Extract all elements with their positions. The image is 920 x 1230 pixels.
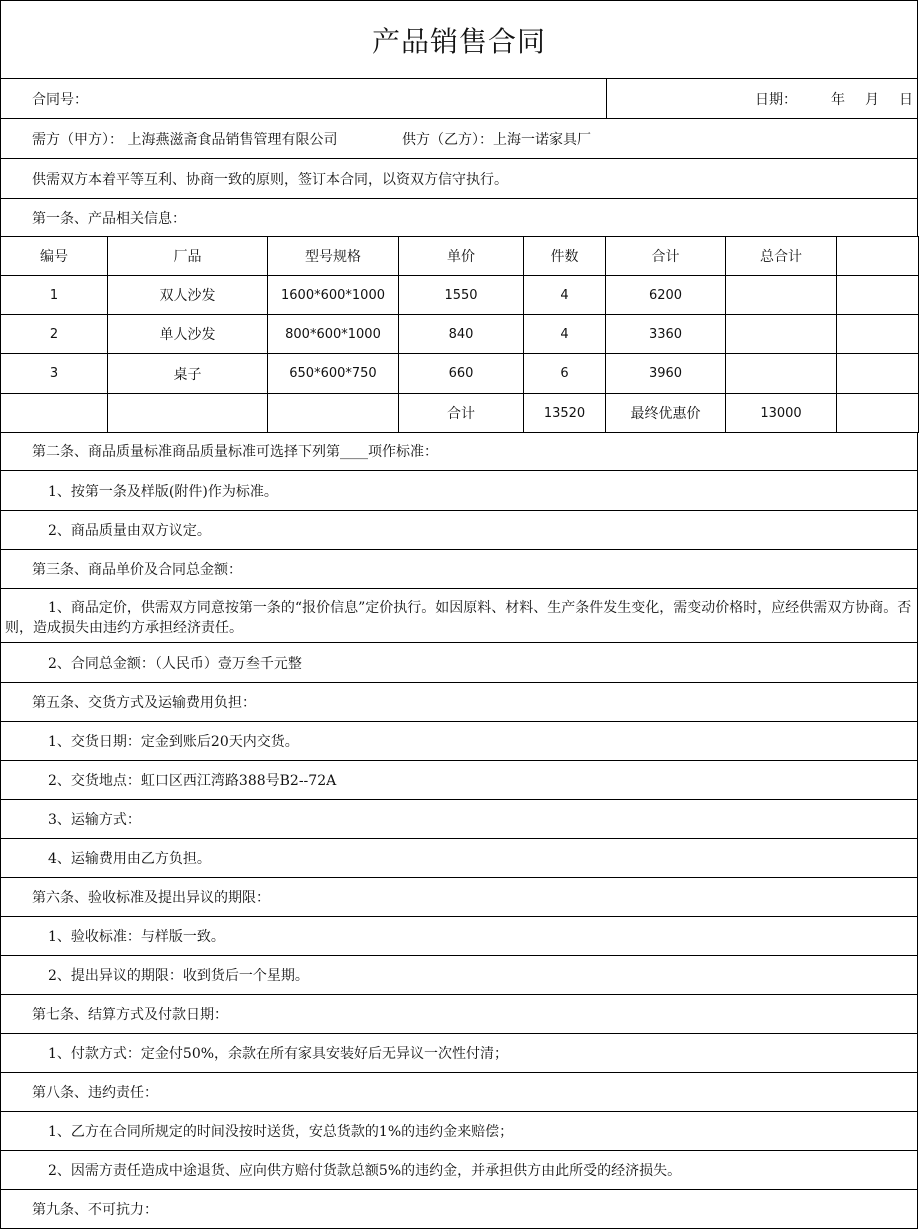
row-grand-total bbox=[726, 354, 837, 394]
row-subtotal: 6200 bbox=[606, 276, 726, 315]
table-empty-cell bbox=[268, 394, 399, 433]
row-unit-price: 840 bbox=[399, 315, 524, 354]
row-product: 单人沙发 bbox=[108, 315, 268, 354]
article-6-heading: 第六条、验收标准及提出异议的期限： bbox=[32, 890, 270, 906]
article-9-heading: 第九条、不可抗力： bbox=[32, 1202, 158, 1218]
row-id: 3 bbox=[1, 354, 108, 394]
intro-text: 供需双方本着平等互利、协商一致的原则，签订本合同，以资双方信守执行。 bbox=[32, 171, 508, 188]
contract-number-cell bbox=[1, 79, 607, 118]
date-month: 月 bbox=[865, 91, 879, 108]
article-2-heading: 第二条、商品质量标准商品质量标准可选择下列第____项作标准： bbox=[32, 444, 438, 460]
article-5-item: 2、交货地点：虹口区西江湾路388号B2--72A bbox=[48, 773, 337, 789]
article-5-item: 4、运输费用由乙方负担。 bbox=[48, 851, 211, 867]
row-unit-price: 1550 bbox=[399, 276, 524, 315]
seller-party: 供方（乙方）：上海一诺家具厂 bbox=[402, 131, 591, 148]
article-7-heading: 第七条、结算方式及付款日期： bbox=[32, 1007, 228, 1023]
article-3-item-row bbox=[0, 589, 918, 643]
table-header-cell: 单价 bbox=[399, 237, 524, 276]
row-spec: 800*600*1000 bbox=[268, 315, 399, 354]
article-8-item-row bbox=[0, 1151, 918, 1190]
article-6-item: 1、验收标准：与样版一致。 bbox=[48, 929, 225, 945]
document-title: 产品销售合同 bbox=[0, 0, 918, 79]
table-header-cell: 编号 bbox=[1, 237, 108, 276]
article-5-item-row bbox=[0, 722, 918, 761]
table-empty-cell bbox=[837, 315, 919, 354]
parties-row bbox=[0, 119, 918, 159]
table-empty-cell bbox=[108, 394, 268, 433]
final-price-label: 最终优惠价 bbox=[606, 394, 726, 433]
table-empty-cell bbox=[1, 394, 108, 433]
date-cell bbox=[607, 79, 917, 118]
row-grand-total bbox=[726, 315, 837, 354]
article-9-row bbox=[0, 1190, 918, 1229]
article-8-heading: 第八条、违约责任： bbox=[32, 1085, 158, 1101]
article-3-item-row bbox=[0, 643, 918, 683]
row-id: 1 bbox=[1, 276, 108, 315]
row-quantity: 4 bbox=[524, 276, 606, 315]
date-day: 日 bbox=[899, 91, 913, 108]
intro-row bbox=[0, 159, 918, 199]
row-quantity: 6 bbox=[524, 354, 606, 394]
article-5-item-row bbox=[0, 839, 918, 878]
article-6-row bbox=[0, 878, 918, 917]
article-2-item: 1、按第一条及样版(附件)作为标准。 bbox=[48, 483, 278, 500]
article-7-item: 1、付款方式：定金付50%，余款在所有家具安装好后无异议一次性付清； bbox=[48, 1046, 509, 1062]
article-3-row bbox=[0, 550, 918, 589]
product-table bbox=[0, 236, 919, 433]
table-header-cell: 厂品 bbox=[108, 237, 268, 276]
article-1-heading: 第一条、产品相关信息： bbox=[32, 210, 186, 227]
article-5-item-row bbox=[0, 800, 918, 839]
table-empty-cell bbox=[837, 354, 919, 394]
table-header-cell: 合计 bbox=[606, 237, 726, 276]
article-2-item-row bbox=[0, 471, 918, 511]
table-row bbox=[1, 276, 919, 315]
article-5-item-row bbox=[0, 761, 918, 800]
contract-number-date-row bbox=[0, 79, 918, 119]
article-2-item-row bbox=[0, 511, 918, 550]
article-8-item-row bbox=[0, 1112, 918, 1151]
table-header-cell: 件数 bbox=[524, 237, 606, 276]
table-empty-cell bbox=[837, 276, 919, 315]
row-spec: 650*600*750 bbox=[268, 354, 399, 394]
article-3-pricing-clause: 1、商品定价，供需双方同意按第一条的“报价信息”定价执行。如因原料、材料、生产条件发生变化，需变动价格时，应经供需双方协商。否则，造成损失由违约方承担经济责任。 bbox=[5, 600, 912, 636]
total-label: 合计 bbox=[399, 394, 524, 433]
article-6-item: 2、提出异议的期限：收到货后一个星期。 bbox=[48, 968, 309, 984]
table-row bbox=[1, 315, 919, 354]
table-summary-row bbox=[1, 394, 919, 433]
row-id: 2 bbox=[1, 315, 108, 354]
article-2-item: 2、商品质量由双方议定。 bbox=[48, 523, 211, 539]
article-6-item-row bbox=[0, 917, 918, 956]
row-unit-price: 660 bbox=[399, 354, 524, 394]
table-empty-cell bbox=[837, 394, 919, 433]
row-product: 桌子 bbox=[108, 354, 268, 394]
article-2-row bbox=[0, 432, 918, 471]
article-3-heading: 第三条、商品单价及合同总金额： bbox=[32, 562, 242, 578]
row-subtotal: 3960 bbox=[606, 354, 726, 394]
article-8-row bbox=[0, 1073, 918, 1112]
article-5-item: 3、运输方式： bbox=[48, 812, 141, 828]
article-7-item-row bbox=[0, 1034, 918, 1073]
final-price-value: 13000 bbox=[726, 394, 837, 433]
row-grand-total bbox=[726, 276, 837, 315]
date-year: 年 bbox=[831, 91, 845, 108]
contract-number-label: 合同号： bbox=[32, 91, 88, 108]
row-subtotal: 3360 bbox=[606, 315, 726, 354]
table-header-cell: 型号规格 bbox=[268, 237, 399, 276]
total-value: 13520 bbox=[524, 394, 606, 433]
table-header-row bbox=[1, 237, 919, 276]
article-6-item-row bbox=[0, 956, 918, 995]
table-row bbox=[1, 354, 919, 394]
row-product: 双人沙发 bbox=[108, 276, 268, 315]
row-quantity: 4 bbox=[524, 315, 606, 354]
article-8-item: 1、乙方在合同所规定的时间没按时送货，安总货款的1%的违约金来赔偿； bbox=[48, 1124, 514, 1140]
table-empty-cell bbox=[837, 237, 919, 276]
table-header-cell: 总合计 bbox=[726, 237, 837, 276]
article-5-item: 1、交货日期：定金到账后20天内交货。 bbox=[48, 734, 299, 750]
date-label: 日期： bbox=[755, 91, 797, 108]
article-1-row bbox=[0, 199, 918, 237]
article-5-heading: 第五条、交货方式及运输费用负担： bbox=[32, 695, 256, 711]
buyer-party: 需方（甲方）： 上海燕滋斋食品销售管理有限公司 bbox=[32, 131, 338, 148]
article-8-item: 2、因需方责任造成中途退货、应向供方赔付货款总额5%的违约金，并承担供方由此所受的经济损失。 bbox=[48, 1163, 682, 1179]
article-3-total-amount: 2、合同总金额：（人民币）壹万叁千元整 bbox=[48, 655, 302, 672]
article-5-row bbox=[0, 683, 918, 722]
row-spec: 1600*600*1000 bbox=[268, 276, 399, 315]
article-7-row bbox=[0, 995, 918, 1034]
